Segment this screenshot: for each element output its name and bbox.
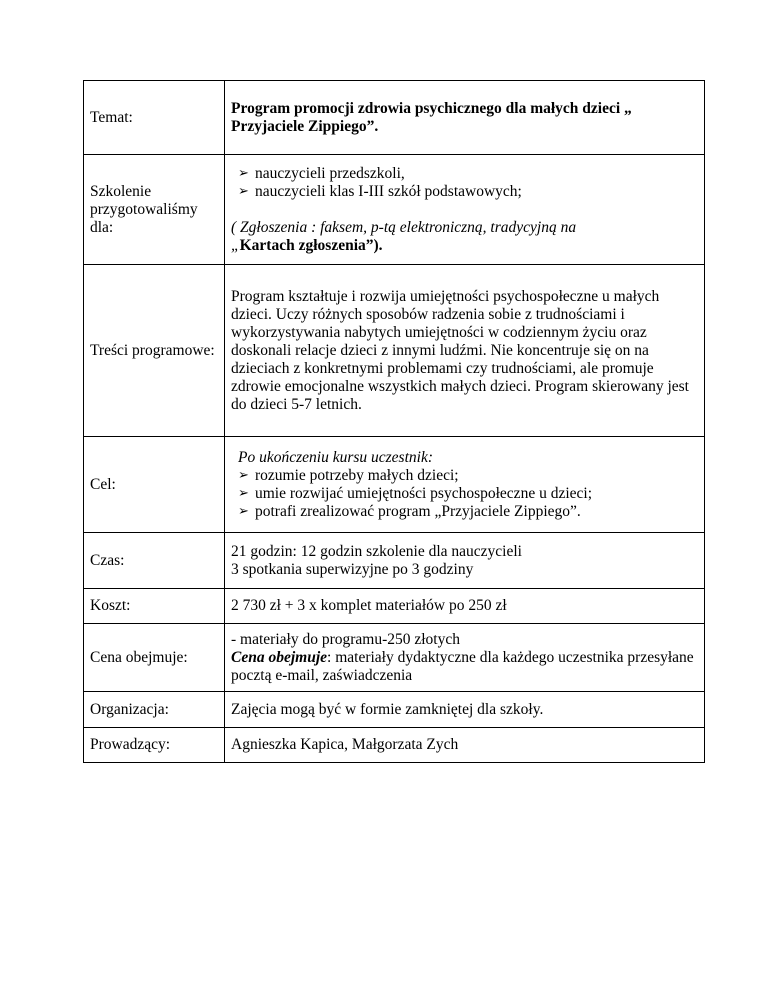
price-line-1: - materiały do programu-250 złotych — [231, 630, 460, 648]
table-row-tresci — [84, 265, 705, 437]
list-item: ➢ potrafi zrealizować program „Przyjaciele Zippiego”. — [238, 503, 697, 521]
label-prowadzacy: Prowadzący: — [84, 728, 225, 763]
audience-list — [231, 165, 697, 201]
label-organizacja: Organizacja: — [84, 692, 225, 728]
price-line-2 — [231, 649, 697, 685]
label-cena: Cena obejmuje: — [84, 624, 225, 692]
value-temat: Program promocji zdrowia psychicznego dla małych dzieci „ Przyjaciele Zippiego”. — [225, 81, 705, 155]
time-line-2: 3 spotkania superwizyjne po 3 godziny — [231, 560, 474, 578]
value-tresci: Program kształtuje i rozwija umiejętności psychospołeczne u małych dzieci. Uczy różnych sposobów radzenia sobie z trudnościami i wykorzystywania nabytych umiejętności w codziennym życiu oraz doskonali relacje dzieci z innymi ludźmi. Nie koncentruje się on na dzieciach z konkretnymi problemami czy trudnościami, ale promuje zdrowie emocjonalne wszystkich małych dzieci. Program skierowany jest do dzieci 5-7 letnich. — [225, 265, 705, 437]
note-quote: „ — [231, 236, 240, 254]
value-cel — [225, 437, 705, 533]
list-item: ➢ nauczycieli przedszkoli, — [238, 165, 697, 183]
list-item: ➢ rozumie potrzeby małych dzieci; — [238, 467, 697, 485]
course-info-table — [83, 80, 705, 763]
goal-list — [231, 467, 697, 521]
table-row-prowadzacy — [84, 728, 705, 763]
table-row-szkolenie — [84, 155, 705, 265]
note-bold: Kartach zgłoszenia”). — [239, 236, 383, 254]
label-szkolenie: Szkolenie przygotowaliśmy dla: — [84, 155, 225, 265]
label-koszt: Koszt: — [84, 589, 225, 624]
note-italic: ( Zgłoszenia : faksem, p-tą elektroniczną, tradycyjną na — [231, 218, 577, 236]
list-item: ➢ umie rozwijać umiejętności psychospołeczne u dzieci; — [238, 485, 697, 503]
goal-intro: Po ukończeniu kursu uczestnik: — [238, 448, 433, 466]
value-cena — [225, 624, 705, 692]
value-prowadzacy: Agnieszka Kapica, Małgorzata Zych — [225, 728, 705, 763]
value-szkolenie — [225, 155, 705, 265]
label-cel: Cel: — [84, 437, 225, 533]
label-czas: Czas: — [84, 533, 225, 589]
time-line-1: 21 godzin: 12 godzin szkolenie dla nauczycieli — [231, 542, 522, 560]
list-item: ➢ nauczycieli klas I-III szkół podstawowych; — [238, 183, 697, 201]
table-row-cel — [84, 437, 705, 533]
price-rest: : materiały dydaktyczne dla każdego uczestnika przesyłane pocztą e-mail, zaświadczenia — [231, 648, 694, 684]
application-note — [231, 219, 697, 255]
table-row-cena — [84, 624, 705, 692]
table-row-organizacja — [84, 692, 705, 728]
table-row-temat — [84, 81, 705, 155]
value-organizacja: Zajęcia mogą być w formie zamkniętej dla szkoły. — [225, 692, 705, 728]
value-czas — [225, 533, 705, 589]
label-temat: Temat: — [84, 81, 225, 155]
table-row-czas — [84, 533, 705, 589]
label-tresci: Treści programowe: — [84, 265, 225, 437]
price-bold-italic: Cena obejmuje — [231, 648, 328, 666]
table-row-koszt — [84, 589, 705, 624]
value-koszt: 2 730 zł + 3 x komplet materiałów po 250 zł — [225, 589, 705, 624]
